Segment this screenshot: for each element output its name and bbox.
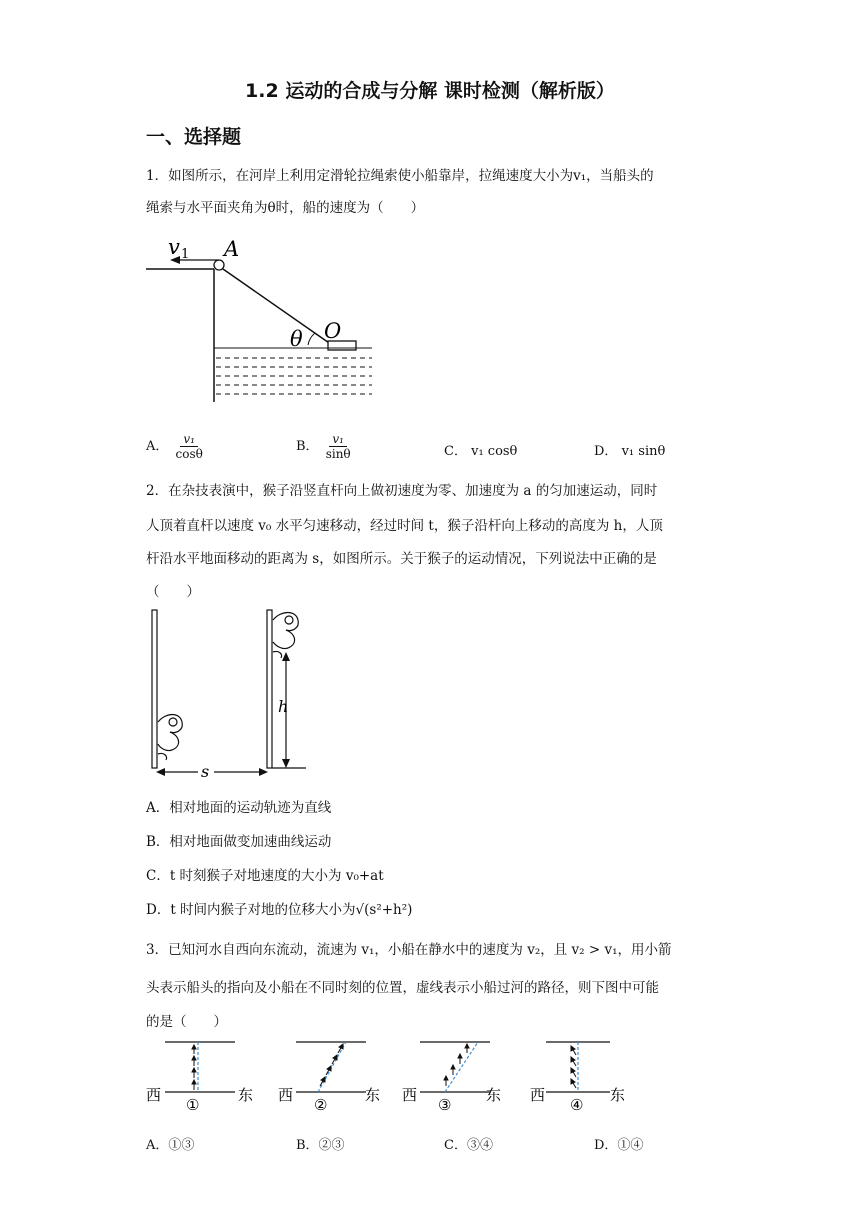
river-panel-4 [530,1042,625,1114]
label-h: h [278,697,289,716]
q3-line2: 头表示船头的指向及小船在不同时刻的位置，虚线表示小船过河的路径，则下图中可能 [146,980,659,996]
fraction [173,432,206,461]
numerator: v₁ [329,432,347,447]
label-a: A [224,237,240,261]
section-heading: 一、选择题 [146,126,242,148]
label-s: s [201,762,210,781]
monkey-icon-top [273,613,298,659]
document-title: 1.2 运动的合成与分解 课时检测（解析版） [245,80,615,102]
q3-option-b: B．②③ [296,1138,345,1153]
q3-option-c: C．③④ [444,1138,493,1153]
q3-option-d: D．①④ [594,1138,644,1153]
q2-line2: 人顶着直杆以速度 v₀ 水平匀速移动，经过时间 t，猴子沿杆向上移动的高度为 h，人顶 [146,518,663,534]
label-east: 东 [365,1086,381,1104]
fraction [323,432,354,461]
q2-line1: 2．在杂技表演中，猴子沿竖直杆向上做初速度为零、加速度为 a 的匀加速运动，同时 [146,483,658,499]
q1-line1: 1．如图所示，在河岸上利用定滑轮拉绳索使小船靠岸，拉绳速度大小为v₁，当船头的 [146,168,654,184]
label-east: 东 [610,1086,626,1104]
q2-option-d: D．t 时间内猴子对地的位移大小为√(s²+h²) [146,902,413,918]
label-n3: ③ [438,1096,452,1114]
arrow-left-icon [156,768,165,776]
q3-line1: 3．已知河水自西向东流动，流速为 v₁，小船在静水中的速度为 v₂，且 v₂ > v₁，用小箭 [146,942,672,958]
q3-option-a: A．①③ [146,1138,195,1153]
label-west: 西 [530,1086,546,1104]
label-o: O [324,319,342,343]
river-panel-2 [278,1042,380,1114]
arrow-down-icon [282,759,290,768]
q1-option-d [594,440,665,459]
q1-option-a [146,432,206,461]
denominator: sinθ [325,447,351,461]
monkey-icon-bottom [158,715,182,761]
option-text: v₁ sinθ [621,444,666,459]
q1-pulley-figure [140,232,390,407]
q2-option-c: C．t 时刻猴子对地速度的大小为 v₀+at [146,868,384,884]
denominator: cosθ [175,447,203,461]
label-v-sub: 1 [181,247,190,262]
option-text: v₁ cosθ [471,444,518,459]
option-letter: A． [146,439,169,454]
label-n2: ② [314,1096,328,1114]
pulley-icon [214,260,224,270]
q3-line3: 的是（ ） [146,1014,227,1030]
label-theta: θ [290,327,303,351]
arrow-right-icon [259,768,268,776]
label-west: 西 [278,1086,294,1104]
q1-line2: 绳索与水平面夹角为θ时，船的速度为（ ） [146,200,425,216]
river-panel-1 [146,1042,253,1114]
q3-river-figures [140,1034,640,1114]
numerator: v₁ [180,432,198,447]
pole-right [267,610,272,768]
angle-arc [308,333,315,345]
arrow-up-icon [282,652,290,661]
label-west: 西 [146,1086,162,1104]
q2-line3: 杆沿水平地面移动的距离为 s，如图所示。关于猴子的运动情况，下列说法中正确的是 [146,551,657,567]
q2-option-a: A．相对地面的运动轨迹为直线 [146,800,332,816]
q2-monkey-figure [140,604,320,784]
label-n4: ④ [570,1096,584,1114]
label-west: 西 [402,1086,418,1104]
label-east: 东 [238,1086,254,1104]
label-v: v [168,235,180,259]
label-n1: ① [186,1096,200,1114]
water-hatching [216,358,372,394]
option-letter: B． [296,439,319,454]
q2-line4: （ ） [146,584,200,600]
option-letter: D． [594,444,618,459]
q1-option-c [444,440,517,459]
option-letter: C． [444,444,467,459]
pole-left [152,610,157,768]
river-panel-3 [402,1042,501,1114]
rope-slanted [223,269,332,345]
label-east: 东 [486,1086,502,1104]
q1-option-b [296,432,354,461]
q2-option-b: B．相对地面做变加速曲线运动 [146,834,332,850]
